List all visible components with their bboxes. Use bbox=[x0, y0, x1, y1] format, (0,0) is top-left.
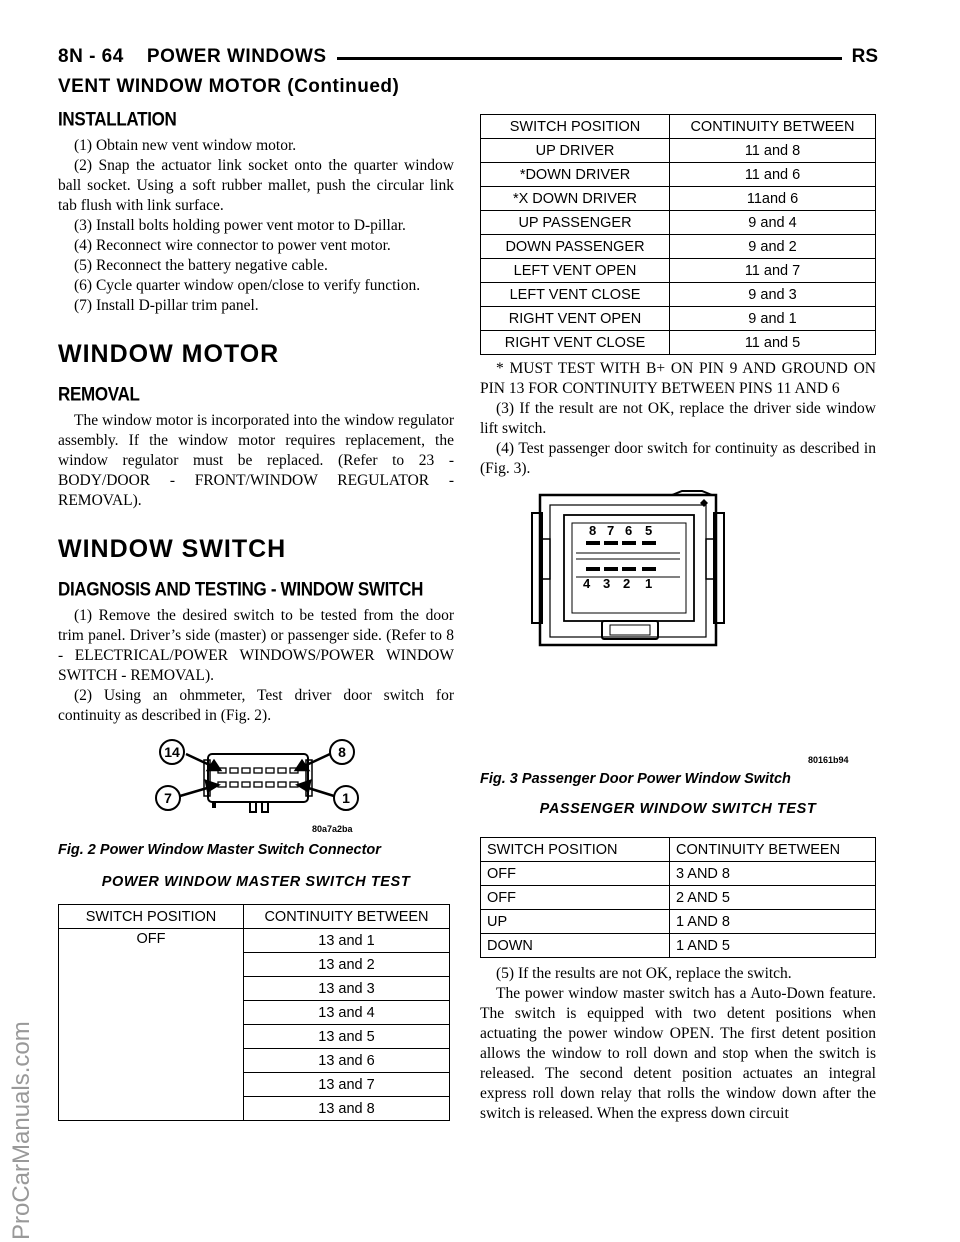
fig2-figure bbox=[58, 736, 454, 862]
table-cell-continuity: 11 and 7 bbox=[670, 259, 876, 283]
master-switch-table bbox=[58, 904, 450, 1121]
fig2-pin-1: 1 bbox=[342, 790, 350, 806]
table-row bbox=[481, 934, 876, 958]
right-text-block bbox=[480, 359, 876, 479]
page-header bbox=[58, 44, 878, 74]
table-cell-continuity: 13 and 4 bbox=[244, 1001, 450, 1025]
table-header-row bbox=[59, 905, 450, 929]
table-cell-position: UP DRIVER bbox=[481, 139, 670, 163]
removal-heading: REMOVAL bbox=[58, 383, 140, 405]
table-cell-position: *X DOWN DRIVER bbox=[481, 187, 670, 211]
fig3-switch-diagram bbox=[480, 485, 876, 775]
fig3-pin-1: 1 bbox=[645, 576, 653, 591]
master-table-title: POWER WINDOW MASTER SWITCH TEST bbox=[101, 874, 411, 890]
table-cell-position: DOWN bbox=[481, 934, 670, 958]
driver-switch-table bbox=[480, 114, 876, 355]
closing-text bbox=[480, 964, 876, 1124]
fig2-caption: Fig. 2 Power Window Master Switch Connector bbox=[58, 842, 381, 858]
table-cell-position: *DOWN DRIVER bbox=[481, 163, 670, 187]
passenger-switch-table bbox=[480, 837, 876, 958]
fig3-figure bbox=[480, 485, 876, 795]
right-column bbox=[480, 114, 876, 1124]
window-motor-heading: WINDOW MOTOR bbox=[58, 340, 280, 368]
window-switch-heading: WINDOW SWITCH bbox=[58, 535, 287, 563]
table-cell-position: UP PASSENGER bbox=[481, 211, 670, 235]
table-cell-continuity: 11and 6 bbox=[670, 187, 876, 211]
test-note: * MUST TEST WITH B+ ON PIN 9 AND GROUND ON PIN 13 FOR CONTINUITY BETWEEN PINS 11 AND 6 bbox=[480, 360, 876, 397]
table-cell-continuity: 13 and 3 bbox=[244, 977, 450, 1001]
fig2-pin-7: 7 bbox=[164, 790, 172, 806]
installation-step: (7) Install D-pillar trim panel. bbox=[74, 297, 259, 314]
installation-steps bbox=[58, 136, 454, 316]
table-cell-continuity: 13 and 7 bbox=[244, 1073, 450, 1097]
table-cell-position: OFF bbox=[481, 862, 670, 886]
table-header-row bbox=[481, 838, 876, 862]
table-cell-continuity: 13 and 8 bbox=[244, 1097, 450, 1121]
table-cell-continuity: 2 AND 5 bbox=[670, 886, 876, 910]
table-row bbox=[481, 235, 876, 259]
installation-step: (1) Obtain new vent window motor. bbox=[74, 137, 297, 154]
table-cell-position: OFF bbox=[481, 886, 670, 910]
fig3-pin-4: 4 bbox=[583, 576, 591, 591]
fig3-code: 80161b94 bbox=[808, 755, 849, 765]
table-cell-continuity: 9 and 3 bbox=[670, 283, 876, 307]
installation-step: (4) Reconnect wire connector to power vent motor. bbox=[74, 237, 391, 254]
table-cell-position: DOWN PASSENGER bbox=[481, 235, 670, 259]
table-row bbox=[481, 331, 876, 355]
fig2-pin-8: 8 bbox=[338, 744, 346, 760]
removal-text: The window motor is incorporated into the window regulator assembly. If the window motor requires replacement, the window regulator must be replaced. (Refer to 23 - BODY/DOOR - FRONT/WINDOW REGULATOR - REMOVAL). bbox=[58, 412, 454, 509]
table-cell-position: OFF bbox=[59, 929, 244, 1121]
table-row bbox=[481, 862, 876, 886]
table-row bbox=[59, 929, 450, 953]
fig3-caption: Fig. 3 Passenger Door Power Window Switch bbox=[480, 771, 791, 787]
table-cell-position: UP bbox=[481, 910, 670, 934]
table-header-cell: SWITCH POSITION bbox=[481, 115, 670, 139]
installation-step: (5) Reconnect the battery negative cable. bbox=[74, 257, 328, 274]
fig3-pin-5: 5 bbox=[645, 523, 653, 538]
installation-step: (3) Install bolts holding power vent motor to D-pillar. bbox=[74, 217, 406, 234]
fig3-pin-6: 6 bbox=[625, 523, 633, 538]
table-cell-continuity: 11 and 6 bbox=[670, 163, 876, 187]
table-cell-continuity: 13 and 5 bbox=[244, 1025, 450, 1049]
installation-step: (2) Snap the actuator link socket onto the quarter window ball socket. Using a soft rubber mallet, push the circular link tab flush with link surface. bbox=[58, 157, 454, 214]
table-cell-position: LEFT VENT CLOSE bbox=[481, 283, 670, 307]
table-row bbox=[481, 283, 876, 307]
closing-paragraph: The power window master switch has a Auto-Down feature. The switch is equipped with two detent positions when actuating the power window OPEN. The first detent position allows the window to roll down and stop when the switch is released. The second detent position actuates an integral express roll down relay that rolls the window down after the switch is released. When the express down circuit bbox=[480, 985, 876, 1122]
diagnosis-steps bbox=[58, 606, 454, 726]
table-cell-continuity: 9 and 2 bbox=[670, 235, 876, 259]
installation-heading: INSTALLATION bbox=[58, 108, 177, 130]
table-header-cell: SWITCH POSITION bbox=[59, 905, 244, 929]
table-cell-continuity: 11 and 5 bbox=[670, 331, 876, 355]
table-row bbox=[481, 259, 876, 283]
table-header-cell: SWITCH POSITION bbox=[481, 838, 670, 862]
table-row bbox=[481, 211, 876, 235]
table-cell-continuity: 9 and 1 bbox=[670, 307, 876, 331]
table-cell-continuity: 9 and 4 bbox=[670, 211, 876, 235]
table-cell-continuity: 11 and 8 bbox=[670, 139, 876, 163]
table-cell-continuity: 13 and 1 bbox=[244, 929, 450, 953]
table-cell-continuity: 3 AND 8 bbox=[670, 862, 876, 886]
table-row bbox=[481, 307, 876, 331]
passenger-table-title: PASSENGER WINDOW SWITCH TEST bbox=[539, 801, 817, 817]
table-cell-position: RIGHT VENT OPEN bbox=[481, 307, 670, 331]
closing-step-5: (5) If the results are not OK, replace the switch. bbox=[496, 965, 792, 982]
table-cell-position: LEFT VENT OPEN bbox=[481, 259, 670, 283]
fig2-pin-14: 14 bbox=[164, 744, 180, 760]
installation-step: (6) Cycle quarter window open/close to verify function. bbox=[74, 277, 421, 294]
fig3-pin-3: 3 bbox=[603, 576, 611, 591]
table-row bbox=[481, 139, 876, 163]
table-header-cell: CONTINUITY BETWEEN bbox=[670, 838, 876, 862]
table-row bbox=[481, 187, 876, 211]
table-header-row bbox=[481, 115, 876, 139]
table-row bbox=[481, 886, 876, 910]
header-section-title: 8N - 64 POWER WINDOWS bbox=[58, 46, 337, 68]
fig3-pin-8: 8 bbox=[589, 523, 597, 538]
diagnosis-heading: DIAGNOSIS AND TESTING - WINDOW SWITCH bbox=[58, 578, 424, 600]
fig2-code: 80a7a2ba bbox=[312, 824, 353, 834]
table-row bbox=[481, 163, 876, 187]
table-cell-position: RIGHT VENT CLOSE bbox=[481, 331, 670, 355]
table-cell-continuity: 13 and 6 bbox=[244, 1049, 450, 1073]
test-step-3: (3) If the result are not OK, replace the driver side window lift switch. bbox=[480, 400, 876, 437]
fig3-pin-2: 2 bbox=[623, 576, 631, 591]
diagnosis-step: (1) Remove the desired switch to be tested from the door trim panel. Driver’s side (master) or passenger side. (Refer to 8 - ELECTRICAL/POWER WINDOWS/POWER WINDOW SWITCH - REMOVAL). bbox=[58, 607, 454, 684]
table-cell-continuity: 1 AND 5 bbox=[670, 934, 876, 958]
left-column bbox=[58, 108, 454, 1121]
test-step-4: (4) Test passenger door switch for continuity as described in (Fig. 3). bbox=[480, 440, 876, 477]
table-cell-continuity: 1 AND 8 bbox=[670, 910, 876, 934]
fig3-pin-7: 7 bbox=[607, 523, 615, 538]
table-header-cell: CONTINUITY BETWEEN bbox=[244, 905, 450, 929]
table-header-cell: CONTINUITY BETWEEN bbox=[670, 115, 876, 139]
continued-heading: VENT WINDOW MOTOR (Continued) bbox=[58, 76, 400, 97]
table-row bbox=[481, 910, 876, 934]
table-cell-continuity: 13 and 2 bbox=[244, 953, 450, 977]
diagnosis-step: (2) Using an ohmmeter, Test driver door switch for continuity as described in (Fig. 2). bbox=[58, 687, 454, 724]
header-model-code: RS bbox=[842, 46, 878, 68]
watermark: ProCarManuals.com bbox=[8, 1021, 35, 1240]
